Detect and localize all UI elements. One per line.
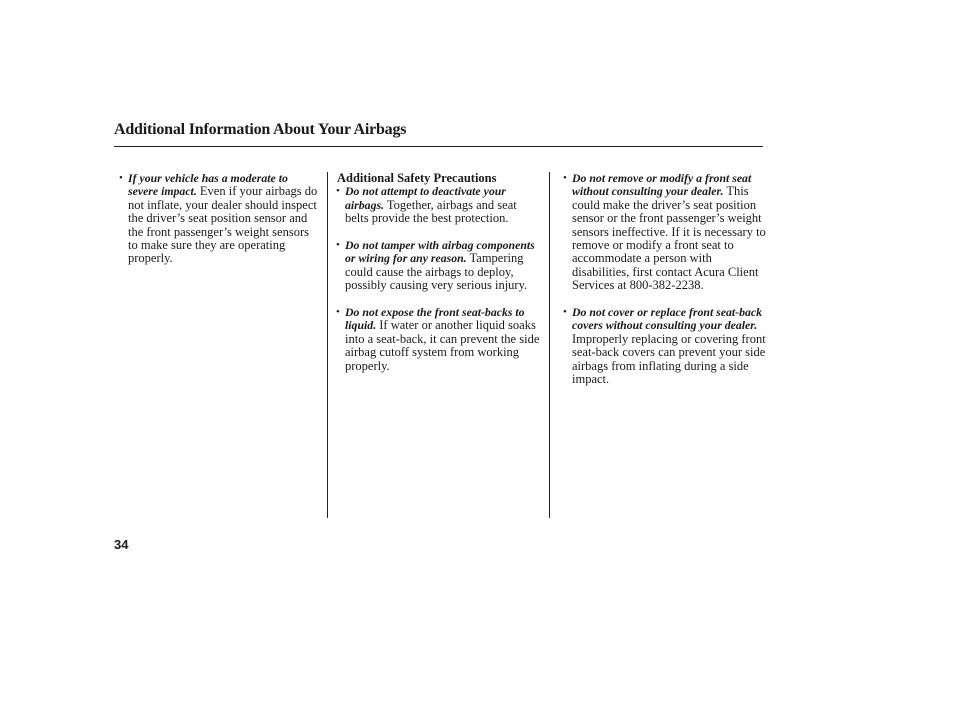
bullet-icon: • [119, 172, 123, 184]
title-rule [114, 146, 763, 147]
bullet-icon: • [336, 185, 340, 198]
precaution-item [120, 172, 318, 266]
item-body: Together, airbags and seat belts provide the best protection. [345, 197, 517, 226]
item-lead: Do not attempt to deactivate your airbags. [345, 184, 506, 212]
section-heading: Additional Safety Precautions [337, 171, 497, 185]
right-column [564, 172, 766, 400]
item-lead: Do not cover or replace front seat-back covers without consulting your dealer. [572, 305, 763, 333]
item-lead: Do not tamper with airbag components or wiring for any reason. [345, 238, 535, 266]
item-body: Even if your airbags do not inflate, your dealer should inspect the driver’s seat position sensor and the front passenger’s weight sensors to make sure they are operating properly. [128, 184, 318, 266]
item-lead: Do not expose the front seat-backs to liquid. [345, 305, 525, 333]
bullet-icon: • [336, 239, 340, 252]
item-lead: If your vehicle has a moderate to severe impact. [128, 171, 288, 199]
bullet-icon: • [563, 172, 567, 184]
bullet-icon: • [336, 306, 340, 319]
page-title: Additional Information About Your Airbags [114, 121, 407, 138]
precaution-item [337, 306, 543, 373]
column-divider [327, 172, 328, 518]
precaution-item [337, 239, 543, 293]
precaution-item [564, 172, 766, 293]
page-number: 34 [114, 537, 129, 552]
bullet-icon: • [563, 306, 567, 319]
left-column [120, 172, 318, 279]
item-body: Improperly replacing or covering front seat-back covers can prevent your side airbags from inflating during a side impact. [572, 331, 766, 387]
item-body: This could make the driver’s seat position sensor or the front passenger’s weight sensors ineffective. If it is necessary to remove or modify a front seat to accommodate a person with disabilities, first contact Acura Client Services at 800-382-2238. [572, 184, 766, 293]
item-lead: Do not remove or modify a front seat without consulting your dealer. [572, 171, 752, 199]
precaution-item [337, 185, 543, 225]
middle-column [337, 172, 543, 386]
item-body: If water or another liquid soaks into a seat-back, it can prevent the side airbag cutoff system from working properly. [345, 318, 540, 373]
precaution-item [564, 306, 766, 386]
item-body: Tampering could cause the airbags to deploy, possibly causing very serious injury. [345, 251, 528, 293]
column-divider [549, 172, 550, 518]
